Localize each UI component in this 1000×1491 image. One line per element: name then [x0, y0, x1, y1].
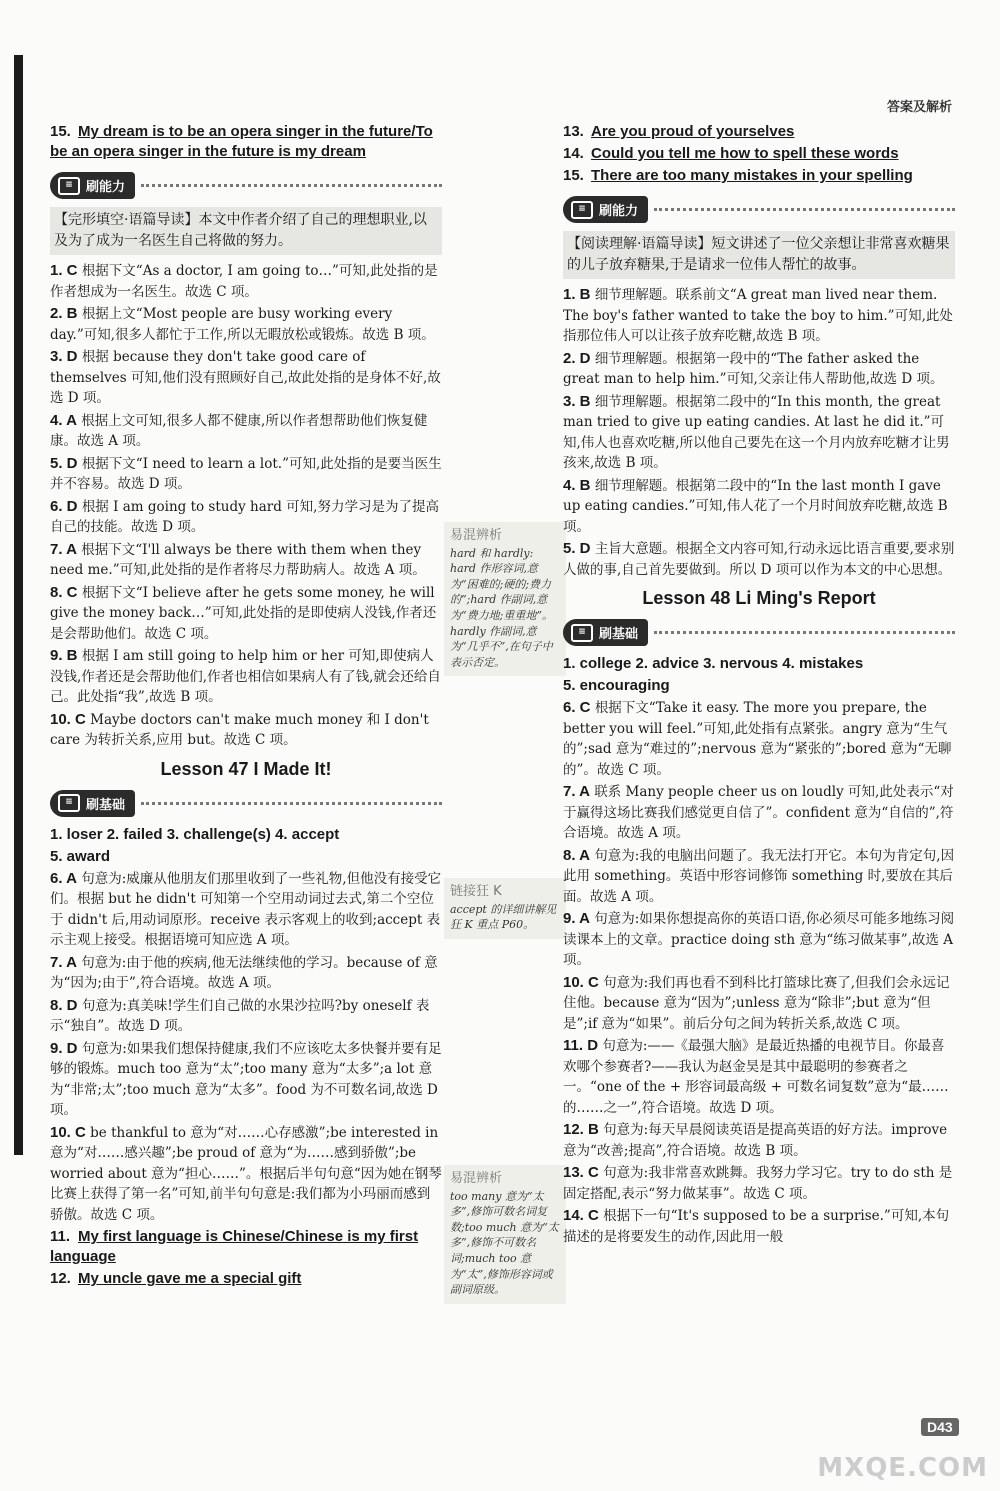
answer-item	[50, 1123, 442, 1226]
answer-item	[50, 996, 442, 1037]
fill-answers: 1. loser 2. failed 3. challenge(s) 4. accept	[50, 825, 340, 843]
answer-key: 5. D	[563, 540, 591, 557]
page-number: D43	[921, 1418, 959, 1436]
answer-key: 13. C	[563, 1164, 599, 1181]
answer-key: 6. C	[563, 699, 591, 716]
answer-list-cloze	[50, 261, 442, 751]
answer-text: My dream is to be an opera singer in the future/To be an opera singer in the future is my dream	[50, 123, 433, 160]
answer-key: 7. A	[50, 953, 77, 971]
answer-key: 7. A	[50, 540, 77, 558]
answer-item	[50, 304, 442, 345]
answer-item	[563, 476, 955, 538]
answer-13: 13. Are you proud of yourselves	[563, 123, 795, 140]
answer-item	[563, 846, 955, 908]
answer-explanation: 细节理解题。根据第二段中的“In the last month I gave up eating candies.”可知,伟人花了一个月时间放弃吃糖,故选 B 项。	[563, 477, 948, 535]
answer-key: 9. D	[50, 1039, 78, 1057]
lesson-title: Lesson 47 I Made It!	[160, 758, 332, 779]
answer-key: 3. D	[50, 348, 78, 365]
section-header-ability	[50, 172, 442, 199]
answer-explanation: 根据 I am still going to help him or her 可知,即使病人没钱,作者还是会帮助他们,作者也相信如果病人有了钱,就会还给自己。此处指“我”,故选 B 项。	[50, 648, 441, 705]
answer-explanation: 根据下文“I'll always be there with them when they need me.”可知,此处指的是作者将尽力帮助病人。故选 A 项。	[50, 541, 426, 578]
dotted-divider	[141, 802, 442, 805]
answer-key: 3. B	[563, 392, 591, 410]
answer-item	[563, 1163, 955, 1204]
answer-explanation: 根据下文“I need to learn a lot.”可知,此处指的是要当医生并不容易。故选 D 项。	[50, 455, 442, 492]
book-icon: ≡	[571, 201, 593, 219]
answer-key: 5. D	[50, 454, 78, 472]
answer-item	[563, 392, 955, 474]
answer-key: 11. D	[563, 1037, 599, 1054]
answer-explanation: 句意为:威廉从他朋友们那里收到了一些礼物,但他没有接受它们。根据 but he didn't 可知第一个空用动词过去式,第二个空位于 didn't 后,用动词原形。receive 表示客观上的收到;accept 表示主观上接受。根据语境可知应选 A 项。	[50, 870, 442, 948]
answer-item	[563, 349, 955, 390]
page-header: 答案及解析	[886, 100, 952, 115]
sidebar-note-accept: 链接狂 K accept 的详细讲解见狂 K 重点 P60。	[444, 878, 566, 939]
answer-key: 10. C	[50, 1123, 86, 1141]
answer-item	[563, 539, 955, 580]
fill-answers: 1. college 2. advice 3. nervous 4. mistakes	[563, 655, 864, 672]
answer-11: 11. My first language is Chinese/Chinese is my first language	[50, 1228, 419, 1265]
answer-12: 12. My uncle gave me a special gift	[50, 1270, 302, 1287]
answer-key: 8. D	[50, 996, 78, 1014]
answer-item	[563, 698, 955, 780]
watermark: MXQE.COM	[817, 1453, 988, 1483]
answer-explanation: 句意为:——《最强大脑》是最近热播的电视节目。你最喜欢哪个参赛者?——我认为赵金昊是其中最聪明的参赛者之一。“one of the + 形容词最高级 + 可数名词复数”意为“最……的……之一”,符合语境。故选 D 项。	[563, 1038, 949, 1116]
answer-explanation: 根据下文“Take it easy. The more you prepare, the better you will feel.”可知,此处指有点紧张。angry 意为“生气的”;sad 意为“难过的”;nervous 意为“紧张的”;bored 意为“无聊的”。故选 C 项。	[563, 700, 952, 778]
dotted-divider	[141, 184, 442, 187]
answer-explanation: 细节理解题。根据第二段中的“In this month, the great man tried to give up eating candies. At last he did it.”可知,伟人也喜欢吃糖,所以他自己要先在这一个月内放弃吃糖才让男孩来,故选 B 项。	[563, 393, 950, 471]
answer-item	[563, 1120, 955, 1161]
answer-item	[563, 1036, 955, 1118]
answer-explanation: 根据 because they don't take good care of themselves 可知,他们没有照顾好自己,故此处指的是身体不好,故选 D 项。	[50, 349, 441, 406]
answer-item	[50, 540, 442, 581]
answer-key: 10. C	[563, 973, 599, 991]
sidebar-note-hard: 易混辨析 hard 和 hardly: hard 作形容词,意为“困难的;硬的;费力的”;hard 作副词,意为“费力地;重重地”。hardly 作副词,意为“几乎不”,在句子中表示否定。	[444, 522, 566, 676]
section-header-ability	[563, 196, 955, 223]
answer-explanation: 句意为:真美味!学生们自己做的水果沙拉吗?by oneself 表示“独自”。故选 D 项。	[50, 997, 430, 1034]
answer-explanation: 句意为:如果我们想保持健康,我们不应该吃太多快餐并要有足够的锻炼。much too 意为“太”;too many 意为“太多”;a lot 意为“非常;太”;too much 意为“太多”。food 为不可数名词,故选 D 项。	[50, 1040, 442, 1118]
answer-item	[50, 1039, 442, 1121]
answer-key: 6. A	[50, 869, 77, 887]
answer-key: 4. A	[50, 411, 77, 429]
passage-intro: 【完形填空·语篇导读】本文中作者介绍了自己的理想职业,以及为了成为一名医生自己将做的努力。	[50, 207, 442, 255]
answer-key: 1. B	[563, 286, 591, 303]
answer-explanation: 句意为:我的电脑出问题了。我无法打开它。本句为肯定句,因此用 something。英语中形容词修饰 something 时,要放在其后面。故选 A 项。	[563, 847, 955, 905]
answer-explanation: 根据下一句“It's supposed to be a surprise.”可知,本句描述的是将要发生的动作,因此用一般	[563, 1208, 950, 1245]
fill-answers: 5. award	[50, 847, 111, 865]
answer-key: 2. D	[563, 349, 591, 367]
answer-item	[50, 869, 442, 951]
answer-list-reading	[563, 285, 955, 580]
answer-15: 15. My dream is to be an opera singer in the future/To be an opera singer in the future is my dream	[50, 123, 433, 160]
book-icon: ≡	[58, 794, 80, 812]
answer-item	[563, 909, 955, 971]
answer-explanation: 句意为:如果你想提高你的英语口语,你必须尽可能多地练习阅读课本上的文章。practice doing sth 意为“练习做某事”,故选 A 项。	[563, 911, 955, 968]
answer-15: 15. There are too many mistakes in your spelling	[563, 167, 913, 184]
answer-item	[563, 1206, 955, 1247]
answer-item	[50, 347, 442, 409]
book-icon: ≡	[58, 177, 80, 195]
section-badge: ≡ 刷基础	[50, 790, 135, 817]
dotted-divider	[654, 208, 955, 211]
answer-key: 2. B	[50, 305, 78, 322]
answer-explanation: 根据上文“Most people are busy working every day.”可知,很多人都忙于工作,所以无暇放松或锻炼。故选 B 项。	[50, 306, 435, 343]
sidebar-note-toomany: 易混辨析 too many 意为“太多”,修饰可数名词复数;too much 意为“太多”,修饰不可数名词;much too 意为“太”,修饰形容词或副词原级。	[444, 1165, 566, 1304]
answer-item	[563, 782, 955, 844]
answer-item	[563, 973, 955, 1035]
answer-key: 8. A	[563, 846, 590, 864]
answer-item	[563, 285, 955, 347]
answer-explanation: 句意为:我非常喜欢跳舞。我努力学习它。try to do sth 是固定搭配,表示“努力做某事”。故选 C 项。	[563, 1165, 953, 1202]
answer-item	[50, 497, 442, 538]
section-header-basic	[563, 619, 955, 646]
answer-explanation: 细节理解题。联系前文“A great man lived near them. The boy's father wanted to take the boy to him.”可知,此处指那位伟人可以让孩子放弃吃糖,故选 B 项。	[563, 287, 953, 344]
answer-explanation: 句意为:由于他的疾病,他无法继续他的学习。because of 意为“因为;由于”,符合语境。故选 A 项。	[50, 954, 438, 991]
answer-item	[50, 710, 442, 751]
answer-explanation: Maybe doctors can't make much money 和 I don't care 为转折关系,应用 but。故选 C 项。	[50, 711, 429, 748]
answer-key: 12. B	[563, 1121, 599, 1138]
section-badge: ≡ 刷能力	[563, 196, 648, 223]
answer-item	[50, 953, 442, 994]
answer-key: 4. B	[563, 476, 591, 494]
dotted-divider	[654, 631, 955, 634]
right-column	[563, 120, 955, 1249]
answer-key: 9. A	[563, 910, 590, 927]
fill-answers: 5. encouraging	[563, 677, 670, 694]
lesson-title: Lesson 48 Li Ming's Report	[642, 588, 876, 608]
book-icon: ≡	[571, 624, 593, 642]
answer-list-choice	[50, 869, 442, 1226]
answer-item	[50, 583, 442, 645]
answer-key: 8. C	[50, 583, 78, 601]
answer-explanation: 主旨大意题。根据全文内容可知,行动永远比语言重要,要求别人做的事,自己首先要做到。所以 D 项可以作为本文的中心思想。	[563, 541, 955, 578]
page-spine	[14, 55, 23, 1155]
answer-item	[50, 646, 442, 708]
answer-explanation: 联系 Many people cheer us on loudly 可知,此处表示“对于赢得这场比赛我们感觉更自信了”。confident 意为“自信的”,符合语境。故选 A 项。	[563, 784, 954, 841]
answer-key: 9. B	[50, 647, 78, 664]
answer-explanation: 根据下文“I believe after he gets some money, he will give the money back…”可知,此处指的是即使病人没钱,作者还是会帮助他们。故选 C 项。	[50, 584, 437, 642]
answer-explanation: 句意为:我们再也看不到科比打篮球比赛了,但我们会永远记住他。because 意为“因为”;unless 意为“除非”;but 意为“但是”;if 意为“如果”。前后分句之间为转折关系,故选 C 项。	[563, 974, 950, 1032]
answer-item	[50, 411, 442, 452]
answer-key: 6. D	[50, 497, 78, 515]
answer-item	[50, 261, 442, 302]
section-header-basic	[50, 790, 442, 817]
answer-key: 7. A	[563, 783, 590, 800]
answer-explanation: 句意为:每天早晨阅读英语是提高英语的好方法。improve 意为“改善;提高”,符合语境。故选 B 项。	[563, 1122, 948, 1159]
answer-explanation: 根据下文“As a doctor, I am going to…”可知,此处指的是作者想成为一名医生。故选 C 项。	[50, 263, 438, 300]
answer-14: 14. Could you tell me how to spell these words	[563, 145, 899, 162]
section-badge: ≡ 刷能力	[50, 172, 135, 199]
answer-key: 14. C	[563, 1207, 599, 1224]
answer-explanation: 细节理解题。根据第一段中的“The father asked the great man to help him.”可知,父亲让伟人帮助他,故选 D 项。	[563, 350, 944, 387]
answer-key: 1. C	[50, 262, 78, 279]
answer-explanation: 根据上文可知,很多人都不健康,所以作者想帮助他们恢复健康。故选 A 项。	[50, 412, 428, 449]
passage-intro: 【阅读理解·语篇导读】短文讲述了一位父亲想让非常喜欢糖果的儿子放弃糖果,于是请求一位伟人帮忙的故事。	[563, 231, 955, 279]
answer-list-choice	[563, 698, 955, 1247]
answer-item	[50, 454, 442, 495]
section-badge: ≡ 刷基础	[563, 619, 648, 646]
answer-explanation: 根据 I am going to study hard 可知,努力学习是为了提高自己的技能。故选 D 项。	[50, 498, 439, 535]
answer-key: 10. C	[50, 710, 86, 728]
answer-explanation: be thankful to 意为“对……心存感激”;be interested in 意为“对……感兴趣”;be proud of 意为“为……感到骄傲”;be worried about 意为“担心……”。根据后半句句意“因为她在钢琴比赛上获得了第一名”可知,前半句句意是:我们都为小玛丽而感到骄傲。故选 C 项。	[50, 1124, 442, 1223]
left-column	[50, 120, 442, 1291]
